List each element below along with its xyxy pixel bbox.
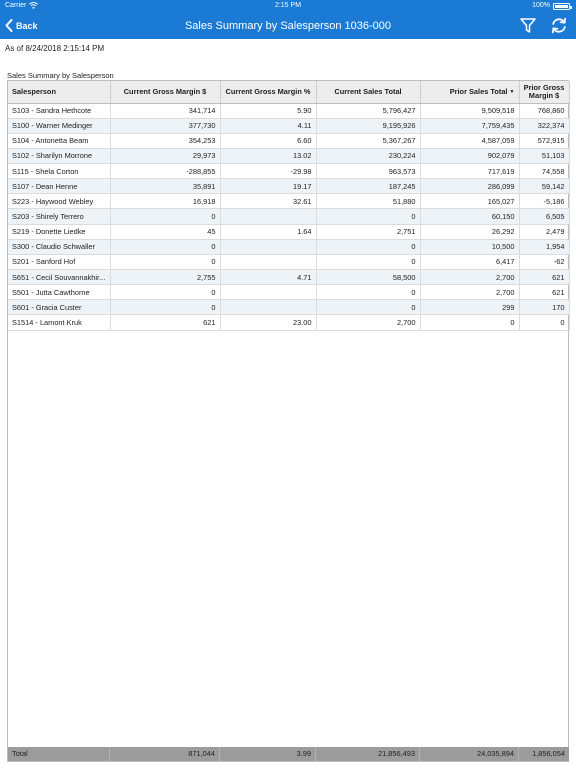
cell-current-sales-total: 187,245 [316, 179, 420, 194]
cell-salesperson: S201 - Sanford Hof [8, 254, 110, 269]
status-time: 2:15 PM [274, 2, 302, 9]
cell-salesperson: S501 - Jutta Cawthorne [8, 285, 110, 300]
report-section-title: Sales Summary by Salesperson [7, 71, 114, 80]
cell-prior-gross-margin-dollars: 621 [519, 285, 569, 300]
cell-current-gross-margin-percent: 32.61 [220, 194, 316, 209]
sales-summary-table [8, 81, 570, 331]
cell-current-gross-margin-percent: 1.64 [220, 224, 316, 239]
cell-salesperson: S102 - Sharilyn Morrone [8, 148, 110, 163]
cell-current-gross-margin-percent: 13.02 [220, 148, 316, 163]
sales-summary-grid [7, 80, 569, 762]
cell-current-gross-margin-dollars: 0 [110, 285, 220, 300]
cell-current-sales-total: 9,195,926 [316, 118, 420, 133]
cell-current-gross-margin-percent: 19.17 [220, 179, 316, 194]
table-header-row [8, 81, 569, 103]
cell-prior-sales-total: 4,587,059 [420, 133, 519, 148]
cell-prior-gross-margin-dollars: 1,954 [519, 239, 569, 254]
cell-prior-sales-total: 9,509,518 [420, 103, 519, 118]
cell-prior-gross-margin-dollars: 59,142 [519, 179, 569, 194]
table-row[interactable] [8, 300, 569, 315]
cell-current-gross-margin-dollars: 377,730 [110, 118, 220, 133]
cell-current-gross-margin-percent [220, 209, 316, 224]
cell-current-gross-margin-dollars: 16,918 [110, 194, 220, 209]
cell-salesperson: S107 - Dean Henne [8, 179, 110, 194]
cell-prior-gross-margin-dollars: 170 [519, 300, 569, 315]
cell-current-gross-margin-dollars: 0 [110, 300, 220, 315]
battery-icon [553, 3, 570, 10]
column-header-salesperson[interactable]: Salesperson [8, 81, 110, 103]
cell-current-gross-margin-percent: -29.98 [220, 164, 316, 179]
sort-descending-icon: ▼ [509, 88, 515, 95]
cell-prior-gross-margin-dollars: 51,103 [519, 148, 569, 163]
cell-prior-gross-margin-dollars: 572,915 [519, 133, 569, 148]
cell-salesperson: S103 - Sandra Hethcote [8, 103, 110, 118]
cell-salesperson: S219 - Donette Liedke [8, 224, 110, 239]
table-row[interactable] [8, 239, 569, 254]
table-row[interactable] [8, 224, 569, 239]
cell-salesperson: S104 - Antonetta Beam [8, 133, 110, 148]
refresh-button[interactable] [550, 17, 568, 34]
cell-salesperson: S203 - Shirely Terrero [8, 209, 110, 224]
total-label: Total [8, 747, 110, 761]
cell-current-sales-total: 230,224 [316, 148, 420, 163]
status-bar [0, 0, 576, 12]
carrier-text: Carrier [5, 2, 27, 9]
cell-current-gross-margin-dollars: 0 [110, 254, 220, 269]
column-header-current-sales-total[interactable]: Current Sales Total [316, 81, 420, 103]
cell-current-gross-margin-percent [220, 285, 316, 300]
cell-prior-gross-margin-dollars: 322,374 [519, 118, 569, 133]
cell-current-gross-margin-dollars: -288,855 [110, 164, 220, 179]
cell-current-sales-total: 58,500 [316, 270, 420, 285]
table-row[interactable] [8, 270, 569, 285]
cell-current-sales-total: 0 [316, 239, 420, 254]
cell-prior-sales-total: 7,759,435 [420, 118, 519, 133]
column-header-current-gross-margin-percent[interactable]: Current Gross Margin % [220, 81, 316, 103]
cell-current-gross-margin-dollars: 0 [110, 239, 220, 254]
filter-button[interactable] [519, 17, 537, 34]
table-row[interactable] [8, 285, 569, 300]
table-total-row [8, 747, 569, 761]
cell-current-gross-margin-dollars: 45 [110, 224, 220, 239]
table-row[interactable] [8, 209, 569, 224]
cell-current-gross-margin-percent: 6.60 [220, 133, 316, 148]
table-row[interactable] [8, 315, 569, 330]
column-header-prior-sales-total[interactable] [420, 81, 519, 103]
cell-current-gross-margin-percent [220, 254, 316, 269]
cell-prior-sales-total: 26,292 [420, 224, 519, 239]
cell-current-gross-margin-dollars: 29,973 [110, 148, 220, 163]
cell-prior-sales-total: 0 [420, 315, 519, 330]
cell-salesperson: S601 - Gracia Custer [8, 300, 110, 315]
cell-current-gross-margin-percent: 4.71 [220, 270, 316, 285]
column-header-prior-gross-margin-dollars[interactable]: Prior Gross Margin $ [519, 81, 569, 103]
cell-prior-sales-total: 902,079 [420, 148, 519, 163]
cell-prior-sales-total: 2,700 [420, 285, 519, 300]
cell-current-gross-margin-dollars: 2,755 [110, 270, 220, 285]
cell-current-gross-margin-percent [220, 239, 316, 254]
cell-current-gross-margin-percent: 23.00 [220, 315, 316, 330]
as-of-timestamp: As of 8/24/2018 2:15:14 PM [5, 44, 105, 53]
cell-prior-sales-total: 299 [420, 300, 519, 315]
table-row[interactable] [8, 148, 569, 163]
cell-current-gross-margin-dollars: 341,714 [110, 103, 220, 118]
table-row[interactable] [8, 164, 569, 179]
cell-current-gross-margin-dollars: 621 [110, 315, 220, 330]
battery-percent: 100% [532, 2, 550, 9]
cell-prior-sales-total: 286,099 [420, 179, 519, 194]
table-body [8, 103, 569, 330]
cell-salesperson: S223 - Haywood Webley [8, 194, 110, 209]
cell-current-sales-total: 0 [316, 300, 420, 315]
cell-prior-sales-total: 2,700 [420, 270, 519, 285]
refresh-icon [550, 17, 568, 34]
cell-salesperson: S115 - Shela Corton [8, 164, 110, 179]
table-row[interactable] [8, 179, 569, 194]
total-current-sales-total: 21,856,493 [316, 747, 420, 761]
total-prior-sales-total: 24,035,894 [420, 747, 519, 761]
cell-current-sales-total: 963,573 [316, 164, 420, 179]
cell-current-gross-margin-dollars: 354,253 [110, 133, 220, 148]
navigation-bar [0, 12, 576, 39]
page-title: Sales Summary by Salesperson 1036-000 [184, 20, 392, 32]
table-row[interactable] [8, 118, 569, 133]
cell-prior-gross-margin-dollars: 6,505 [519, 209, 569, 224]
cell-current-sales-total: 0 [316, 209, 420, 224]
cell-prior-gross-margin-dollars: -62 [519, 254, 569, 269]
cell-prior-gross-margin-dollars: 768,860 [519, 103, 569, 118]
cell-current-sales-total: 2,751 [316, 224, 420, 239]
cell-prior-gross-margin-dollars: -5,186 [519, 194, 569, 209]
back-label: Back [16, 20, 38, 31]
cell-current-sales-total: 5,796,427 [316, 103, 420, 118]
table-row[interactable] [8, 103, 569, 118]
cell-prior-gross-margin-dollars: 0 [519, 315, 569, 330]
cell-prior-sales-total: 165,027 [420, 194, 519, 209]
cell-current-gross-margin-dollars: 0 [110, 209, 220, 224]
cell-prior-sales-total: 717,619 [420, 164, 519, 179]
table-row[interactable] [8, 133, 569, 148]
cell-salesperson: S651 - Cecil Souvannakhir... [8, 270, 110, 285]
table-row[interactable] [8, 254, 569, 269]
cell-prior-sales-total: 60,150 [420, 209, 519, 224]
cell-salesperson: S1514 - Lamont Kruk [8, 315, 110, 330]
total-current-gross-margin-percent: 3.99 [220, 747, 316, 761]
cell-salesperson: S100 - Warner Medinger [8, 118, 110, 133]
total-prior-gross-margin-dollars: 1,856,054 [532, 749, 565, 758]
cell-salesperson: S300 - Claudio Schwaller [8, 239, 110, 254]
cell-current-sales-total: 51,880 [316, 194, 420, 209]
cell-prior-sales-total: 6,417 [420, 254, 519, 269]
column-header-current-gross-margin-dollars[interactable]: Current Gross Margin $ [110, 81, 220, 103]
cell-current-gross-margin-percent [220, 300, 316, 315]
cell-current-gross-margin-dollars: 35,891 [110, 179, 220, 194]
total-current-gross-margin-dollars: 871,044 [110, 747, 220, 761]
cell-prior-gross-margin-dollars: 621 [519, 270, 569, 285]
cell-current-gross-margin-percent: 4.11 [220, 118, 316, 133]
column-header-prior-sales-total-label: Prior Sales Total [449, 86, 508, 96]
cell-current-sales-total: 5,367,267 [316, 133, 420, 148]
cell-current-sales-total: 0 [316, 254, 420, 269]
cell-current-gross-margin-percent: 5.90 [220, 103, 316, 118]
cell-prior-sales-total: 10,500 [420, 239, 519, 254]
cell-current-sales-total: 2,700 [316, 315, 420, 330]
cell-current-sales-total: 0 [316, 285, 420, 300]
filter-icon [519, 17, 537, 34]
cell-prior-gross-margin-dollars: 2,479 [519, 224, 569, 239]
table-row[interactable] [8, 194, 569, 209]
cell-prior-gross-margin-dollars: 74,558 [519, 164, 569, 179]
